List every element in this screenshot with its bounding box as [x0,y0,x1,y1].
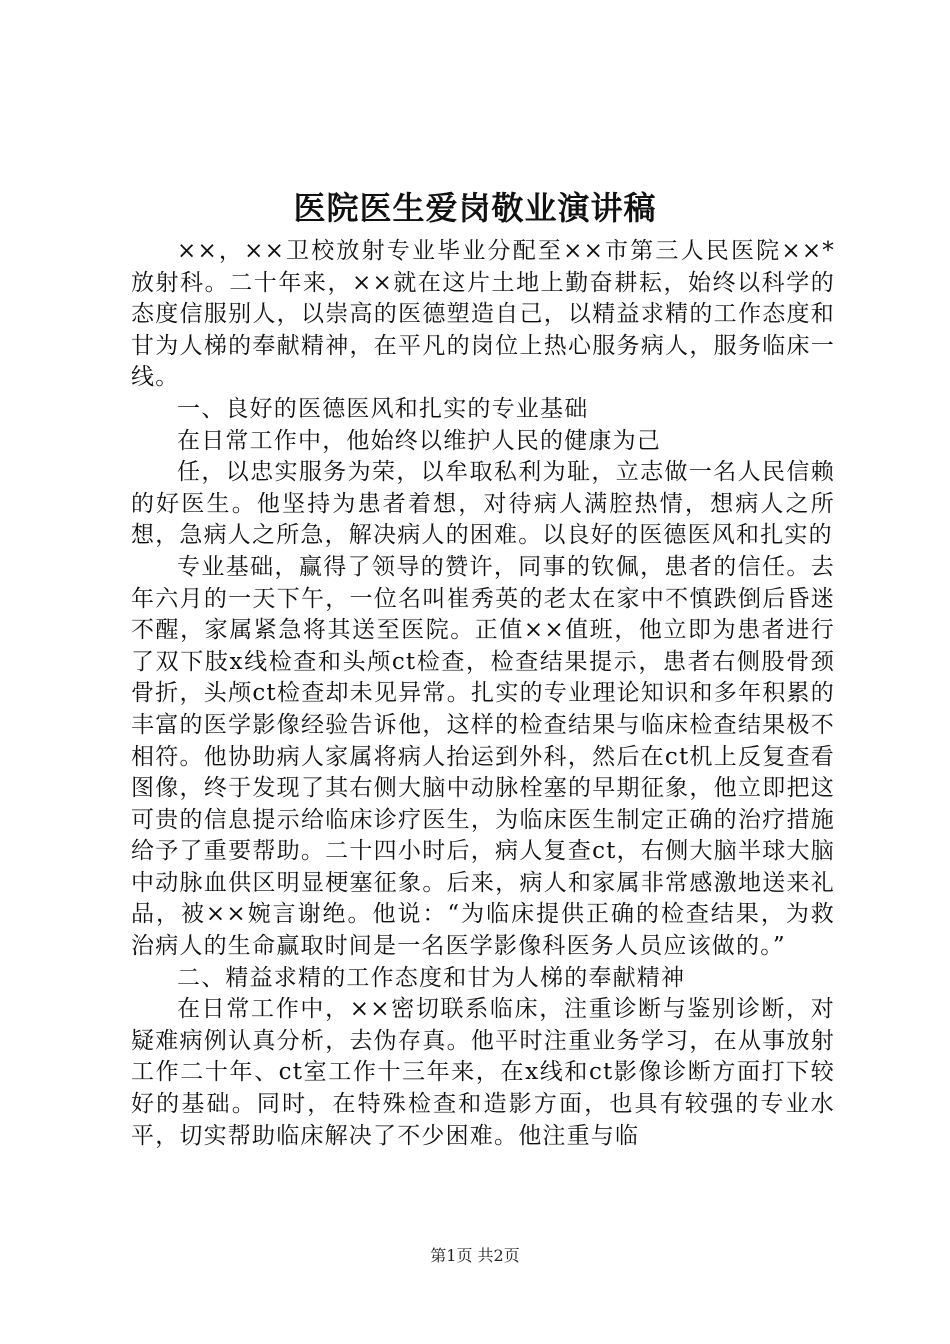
paragraph-intro: ××，××卫校放射专业毕业分配至××市第三人民医院××*放射科。二十年来，××就在这片土地上勤奋耕耘，始终以科学的态度信服别人，以崇高的医德塑造自己，以精益求精的工作态度和甘为人梯的奉献精神，在平凡的岗位上热心服务病人，服务临床一线。 [131,238,835,391]
document-title: 医院医生爱岗敬业演讲稿 [293,189,657,227]
section-heading-1: 一、良好的医德医风和扎实的专业基础 [177,395,589,422]
paragraph-case-story: 专业基础，赢得了领导的赞许，同事的钦佩，患者的信任。去年六月的一天下午，一位名叫崔秀英的老太在家中不慎跌倒后昏迷不醒，家属紧急将其送至医院。正值××值班，他立即为患者进行了双下肢x线检查和头颅ct检查，检查结果提示，患者右侧股骨颈骨折，头颅ct检查却未见异常。扎实的专业理论知识和多年积累的丰富的医学影像经验告诉他，这样的检查结果与临床检查结果极不相符。他协助病人家属将病人抬运到外科，然后在ct机上反复查看图像，终于发现了其右侧大脑中动脉栓塞的早期征象，他立即把这可贵的信息提示给临床诊疗医生，为临床医生制定正确的治疗措施给予了重要帮助。二十四小时后，病人复查ct，右侧大脑半球大脑中动脉血供区明显梗塞征象。后来，病人和家属非常感激地送来礼品，被××婉言谢绝。他说：“为临床提供正确的检查结果，为救治病人的生命赢取时间是一名医学影像科医务人员应该做的。” [131,553,835,960]
document-body [131,236,835,1152]
paragraph-daily-work: 在日常工作中，他始终以维护人民的健康为己 [177,427,661,454]
paragraph-clinical-work: 在日常工作中，××密切联系临床，注重诊断与鉴别诊断，对疑难病例认真分析，去伪存真。他平时注重业务学习，在从事放射工作二十年、ct室工作十三年来，在x线和ct影像诊断方面打下较好的基础。同时，在特殊检查和造影方面，也具有较强的专业水平，切实帮助临床解决了不少困难。他注重与临 [131,996,835,1149]
paragraph-duty: 任，以忠实服务为荣，以牟取私利为耻，立志做一名人民信赖的好医生。他坚持为患者着想，对待病人满腔热情，想病人之所想，急病人之所急，解决病人的困难。以良好的医德医风和扎实的 [131,459,835,549]
page-number-footer: 第1页 共2页 [430,1246,520,1265]
section-heading-2: 二、精益求精的工作态度和甘为人梯的奉献精神 [177,964,686,991]
